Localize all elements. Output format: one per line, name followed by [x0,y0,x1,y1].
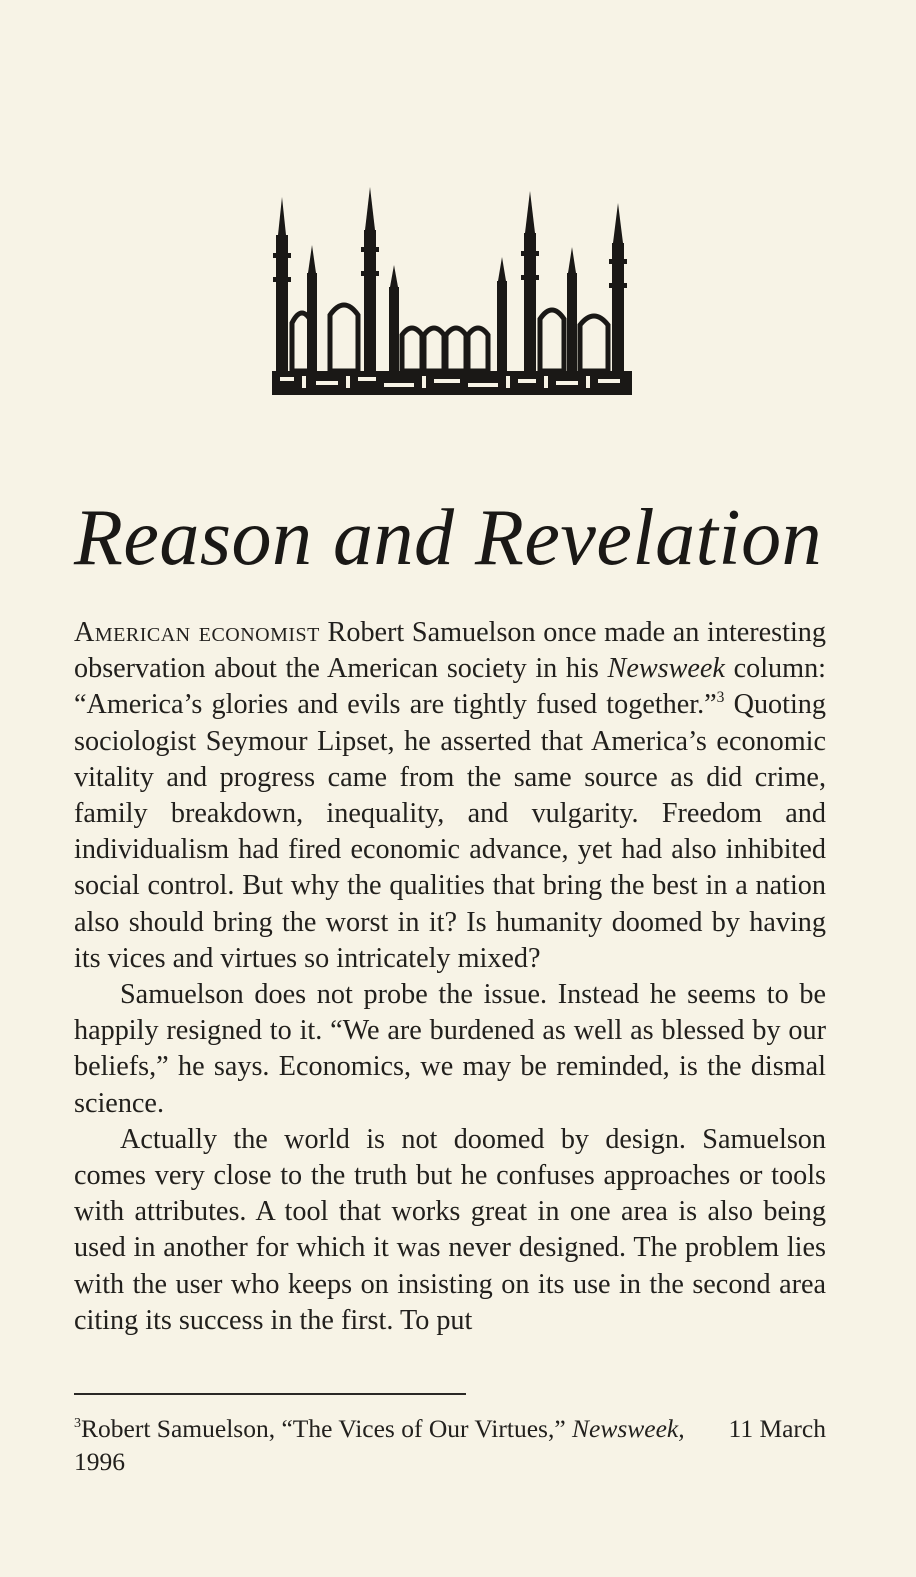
paragraph [74,615,826,977]
publication-name: Newsweek [607,653,725,685]
footnote-reference: 3 [716,689,725,707]
paragraph-text: Quoting sociologist Seymour Lipset, he asserted that America’s economic vitality and progress came from the same source as did crime, family breakdown, inequality, and vulgarity. Freedom and individualism had fired economic advance, yet had also inhibited social control. But why the qualities that bring the best in a nation also should bring the worst in it? Is humanity doomed by having its vices and virtues so intricately mixed? [74,689,826,974]
chapter-body [74,615,826,1339]
paragraph-text: column: “America’s glories and evils are tightly fused together.” [74,653,826,721]
chapter-title: Reason and Revelation [74,494,823,582]
paragraph: Samuelson does not probe the issue. Instead he seems to be happily resigned to it. “We are burdened as well as blessed by our beliefs,” he says. Economics, we may be reminded, is the dismal science. [74,979,826,1119]
footnote [74,1412,826,1478]
paragraph-text: Robert Samuelson once made an interesting observation about the American society in his [74,617,826,685]
footnote-divider [74,1393,466,1395]
footnote-date: 11 March [728,1414,826,1443]
footnote-text: Robert Samuelson, “The Vices of Our Virtues,” [81,1414,573,1443]
paragraph-lead: American economist [74,617,320,648]
footnote-year: 1996 [74,1447,125,1476]
paragraph: Actually the world is not doomed by design. Samuelson comes very close to the truth but he confuses approaches or tools with attributes. A tool that works great in one area is also being used in another for which it was never designed. The problem lies with the user who keeps on insisting on its use in the second area citing its success in the first. To put [74,1123,826,1336]
mosque-calligraphy-icon [272,185,632,405]
footnote-publication: Newsweek, [572,1414,685,1443]
footnote-number: 3 [74,1416,82,1432]
